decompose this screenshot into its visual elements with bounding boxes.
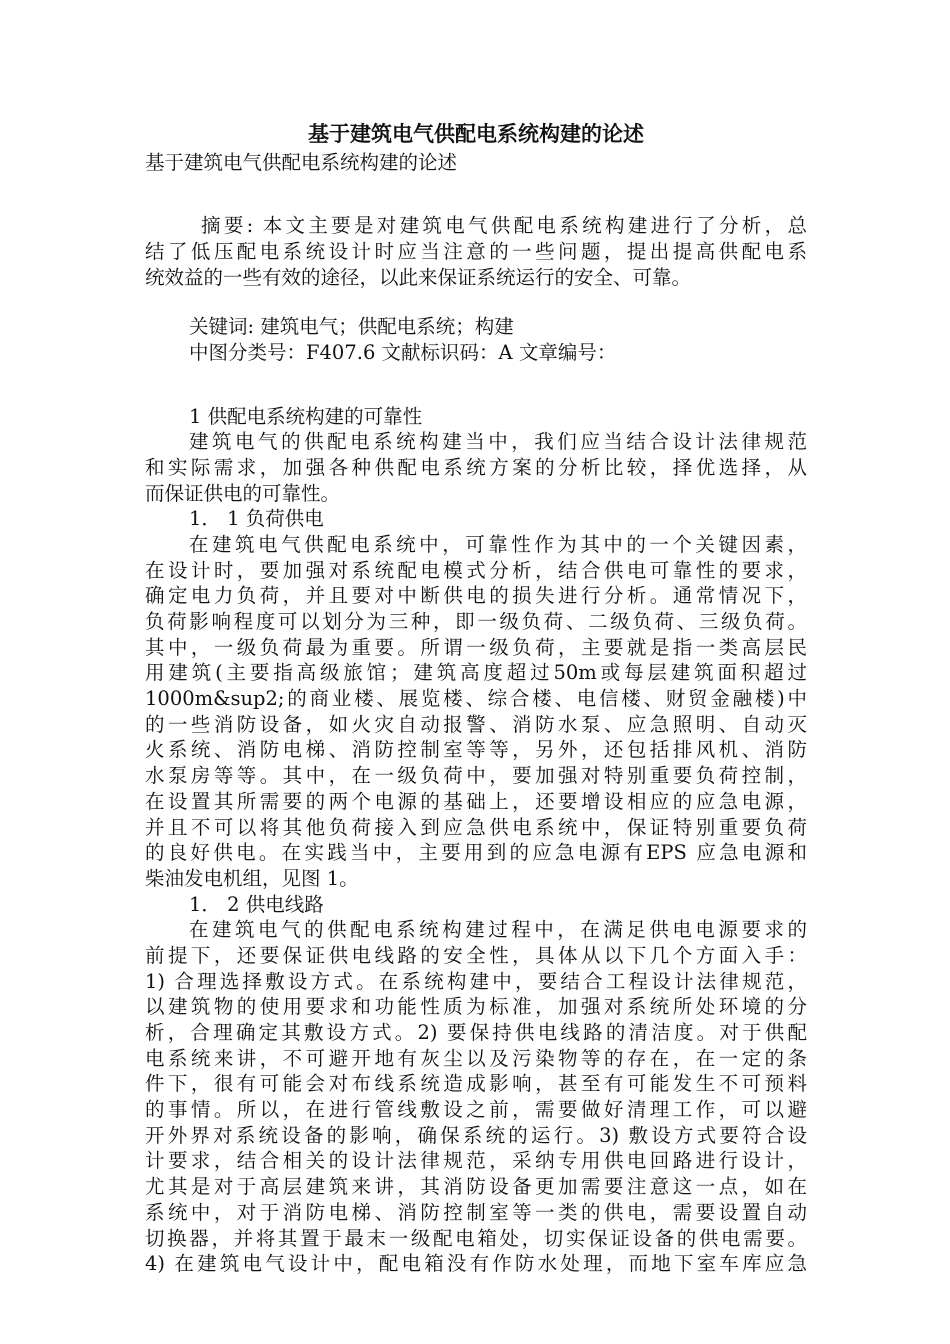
paragraph-line: 水泵房等等。其中，在一级负荷中，要加强对特别重要负荷控制， <box>145 764 807 788</box>
subsection-heading: 1． 2 供电线路 <box>189 892 324 916</box>
paragraph-line: 以建筑物的使用要求和功能性质为标准，加强对系统所处环境的分 <box>145 995 807 1019</box>
paragraph-line: 在设计时，要加强对系统配电模式分析，结合供电可靠性的要求， <box>145 558 807 582</box>
abstract <box>145 213 807 290</box>
subsection-1-1-paragraph <box>145 532 807 892</box>
paragraph-line: 在建筑电气的供配电系统构建过程中，在满足供电电源要求的 <box>189 918 807 942</box>
paragraph-line: 火系统、消防电梯、消防控制室等等，另外，还包括排风机、消防 <box>145 738 807 762</box>
abstract-line: 结了低压配电系统设计时应当注意的一些问题，提出提高供配电系 <box>145 240 807 264</box>
paragraph-line: 的良好供电。在实践当中，主要用到的应急电源有EPS 应急电源和 <box>145 841 807 865</box>
section1-paragraph <box>145 429 807 506</box>
paragraph-line: 用建筑(主要指高级旅馆；建筑高度超过50m或每层建筑面积超过 <box>145 661 807 685</box>
spacer <box>145 366 807 392</box>
paragraph-line: 而保证供电的可靠性。 <box>145 481 341 505</box>
paragraph-line: 建筑电气的供配电系统构建当中，我们应当结合设计法律规范 <box>189 430 807 454</box>
paragraph-line: 计要求，结合相关的设计法律规范，采纳专用供电回路进行设计， <box>145 1149 807 1173</box>
paragraph-line: 并且不可以将其他负荷接入到应急供电系统中，保证特别重要负荷 <box>145 815 807 839</box>
abstract-line: 摘要: 本文主要是对建筑电气供配电系统构建进行了分析，总 <box>201 214 807 238</box>
paragraph-line: 4) 在建筑电气设计中，配电箱没有作防水处理，而地下室车库应急 <box>145 1252 807 1276</box>
spacer <box>145 290 807 302</box>
document-page <box>145 118 807 1277</box>
paragraph-line: 的一些消防设备，如火灾自动报警、消防水泵、应急照明、自动灭 <box>145 712 807 736</box>
paragraph-line: 的事情。所以，在进行管线敷设之前，需要做好清理工作，可以避 <box>145 1098 807 1122</box>
paragraph-line: 1000m&sup2;的商业楼、展览楼、综合楼、电信楼、财贸金融楼)中 <box>145 687 807 711</box>
paragraph-line: 切换器，并将其置于最末一级配电箱处，切实保证设备的供电需要。 <box>145 1226 807 1250</box>
document-title: 基于建筑电气供配电系统构建的论述 <box>308 121 644 146</box>
paragraph-line: 件下，很有可能会对布线系统造成影响，甚至有可能发生不可预料 <box>145 1072 807 1096</box>
paragraph-line: 1) 合理选择敷设方式。在系统构建中，要结合工程设计法律规范， <box>145 969 807 993</box>
paragraph-line: 柴油发电机组，见图 1。 <box>145 866 359 890</box>
paragraph-line: 尤其是对于高层建筑来讲，其消防设备更加需要注意这一点，如在 <box>145 1175 807 1199</box>
paragraph-line: 系统中，对于消防电梯、消防控制室等一类的供电，需要设置自动 <box>145 1200 807 1224</box>
keywords: 关键词: 建筑电气；供配电系统；构建 <box>189 315 514 339</box>
paragraph-line: 确定电力负荷，并且要对中断供电的损失进行分析。通常情况下， <box>145 584 807 608</box>
classification: 中图分类号：F407.6 文献标识码：A 文章编号： <box>189 341 617 365</box>
paragraph-line: 开外界对系统设备的影响，确保系统的运行。3) 敷设方式要符合设 <box>145 1123 807 1147</box>
paragraph-line: 和实际需求，加强各种供配电系统方案的分析比较，择优选择，从 <box>145 455 807 479</box>
paragraph-line: 其中，一级负荷最为重要。所谓一级负荷，主要就是指一类高层民 <box>145 635 807 659</box>
subsection-heading: 1． 1 负荷供电 <box>189 507 324 531</box>
subsection-1-2-paragraph <box>145 917 807 1277</box>
paragraph-line: 析，合理确定其敷设方式。2) 要保持供电线路的清洁度。对于供配 <box>145 1021 807 1044</box>
document-subtitle: 基于建筑电气供配电系统构建的论述 <box>145 151 458 174</box>
spacer <box>145 201 807 213</box>
paragraph-line: 前提下，还要保证供电线路的安全性，具体从以下几个方面入手： <box>145 943 807 967</box>
paragraph-line: 负荷影响程度可以划分为三种，即一级负荷、二级负荷、三级负荷。 <box>145 610 807 633</box>
spacer <box>145 176 807 202</box>
spacer <box>145 392 807 404</box>
spacer <box>145 302 807 314</box>
paragraph-line: 在建筑电气供配电系统中，可靠性作为其中的一个关键因素， <box>189 532 807 556</box>
section-heading: 1 供配电系统构建的可靠性 <box>189 404 423 428</box>
paragraph-line: 电系统来讲，不可避开地有灰尘以及污染物等的存在，在一定的条 <box>145 1046 807 1070</box>
abstract-line: 统效益的一些有效的途径，以此来保证系统运行的安全、可靠。 <box>145 265 692 289</box>
paragraph-line: 在设置其所需要的两个电源的基础上，还要增设相应的应急电源， <box>145 789 807 813</box>
